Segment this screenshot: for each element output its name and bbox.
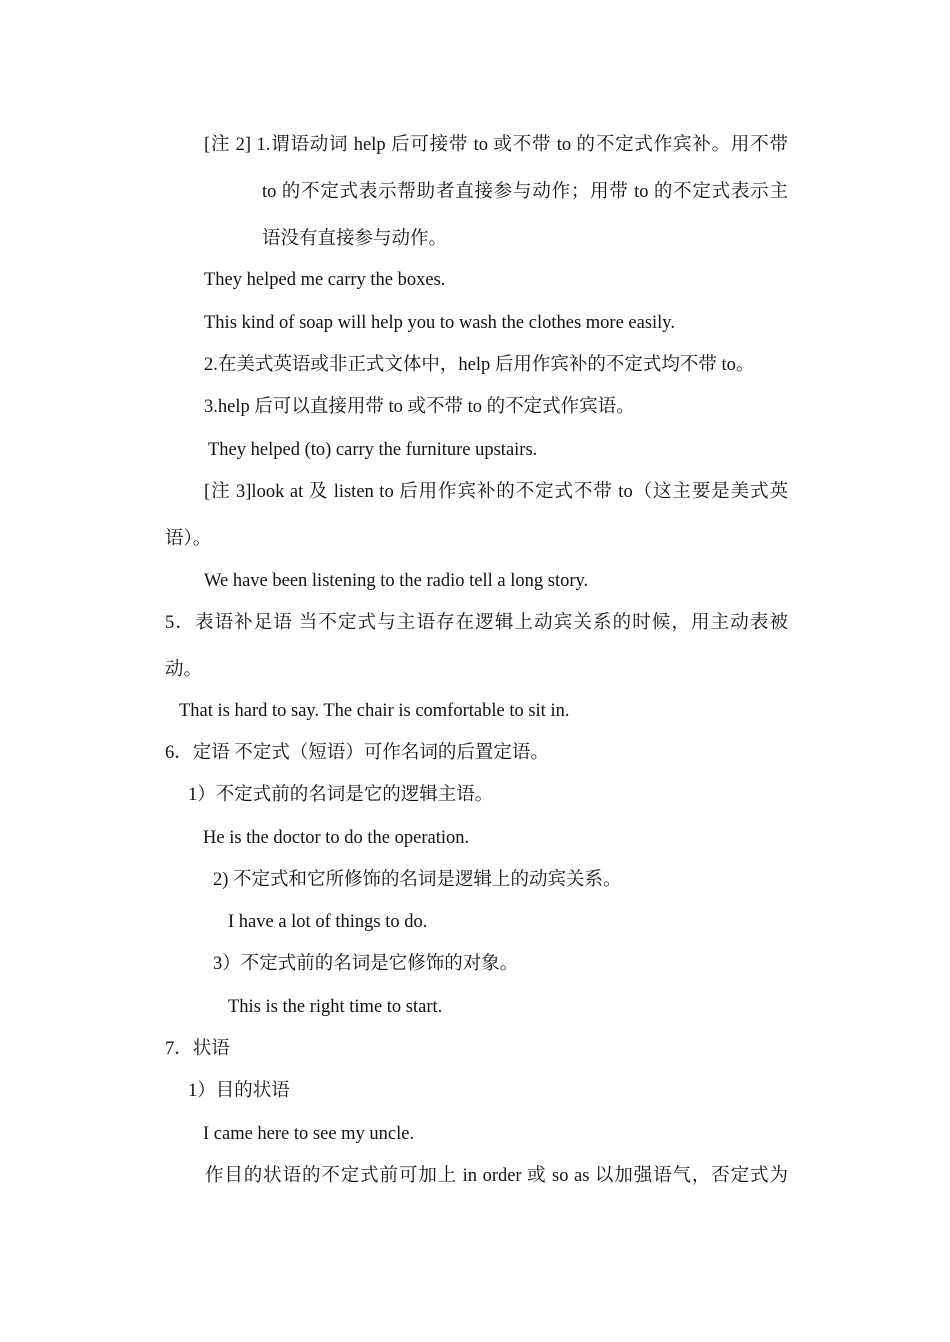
example-sentence: This kind of soap will help you to wash the clothes more easily. <box>204 313 675 333</box>
note-point-3: 3.help 后可以直接用带 to 或不带 to 的不定式作宾语。 <box>204 397 635 417</box>
example-sentence: I came here to see my uncle. <box>203 1124 415 1144</box>
subpoint-1: 1）目的状语 <box>188 1081 290 1101</box>
example-sentence: They helped me carry the boxes. <box>204 270 446 290</box>
example-sentence: I have a lot of things to do. <box>228 912 428 932</box>
example-sentence: They helped (to) carry the furniture upstairs. <box>208 440 538 460</box>
example-sentence: We have been listening to the radio tell a long story. <box>204 571 589 591</box>
note-2-line-2: to 的不定式表示帮助者直接参与动作；用带 to 的不定式表示主 <box>262 182 788 202</box>
subpoint-1: 1）不定式前的名词是它的逻辑主语。 <box>188 785 494 805</box>
section-5-heading-cont: 动。 <box>165 660 203 680</box>
purpose-adverbial-note: 作目的状语的不定式前可加上 in order 或 so as 以加强语气，否定式为 <box>205 1166 788 1186</box>
note-2-line-1: [注 2] 1.谓语动词 help 后可接带 to 或不带 to 的不定式作宾补。用不带 <box>204 135 788 155</box>
note-2-line-3: 语没有直接参与动作。 <box>262 229 448 249</box>
note-3-line-2: 语）。 <box>165 529 212 549</box>
example-sentence: He is the doctor to do the operation. <box>203 828 470 848</box>
note-3-line-1: [注 3]look at 及 listen to 后用作宾补的不定式不带 to（这主要是美式英 <box>204 482 788 502</box>
example-sentence: That is hard to say. The chair is comfortable to sit in. <box>179 701 570 721</box>
section-5-heading: 5．表语补足语 当不定式与主语存在逻辑上动宾关系的时候，用主动表被 <box>165 613 788 633</box>
section-6-heading: 6．定语 不定式（短语）可作名词的后置定语。 <box>165 743 549 763</box>
note-point-2: 2.在美式英语或非正式文体中，help 后用作宾补的不定式均不带 to。 <box>204 355 755 375</box>
example-sentence: This is the right time to start. <box>228 997 443 1017</box>
subpoint-3: 3）不定式前的名词是它修饰的对象。 <box>213 954 519 974</box>
section-7-heading: 7．状语 <box>165 1039 230 1059</box>
subpoint-2: 2) 不定式和它所修饰的名词是逻辑上的动宾关系。 <box>213 870 622 890</box>
